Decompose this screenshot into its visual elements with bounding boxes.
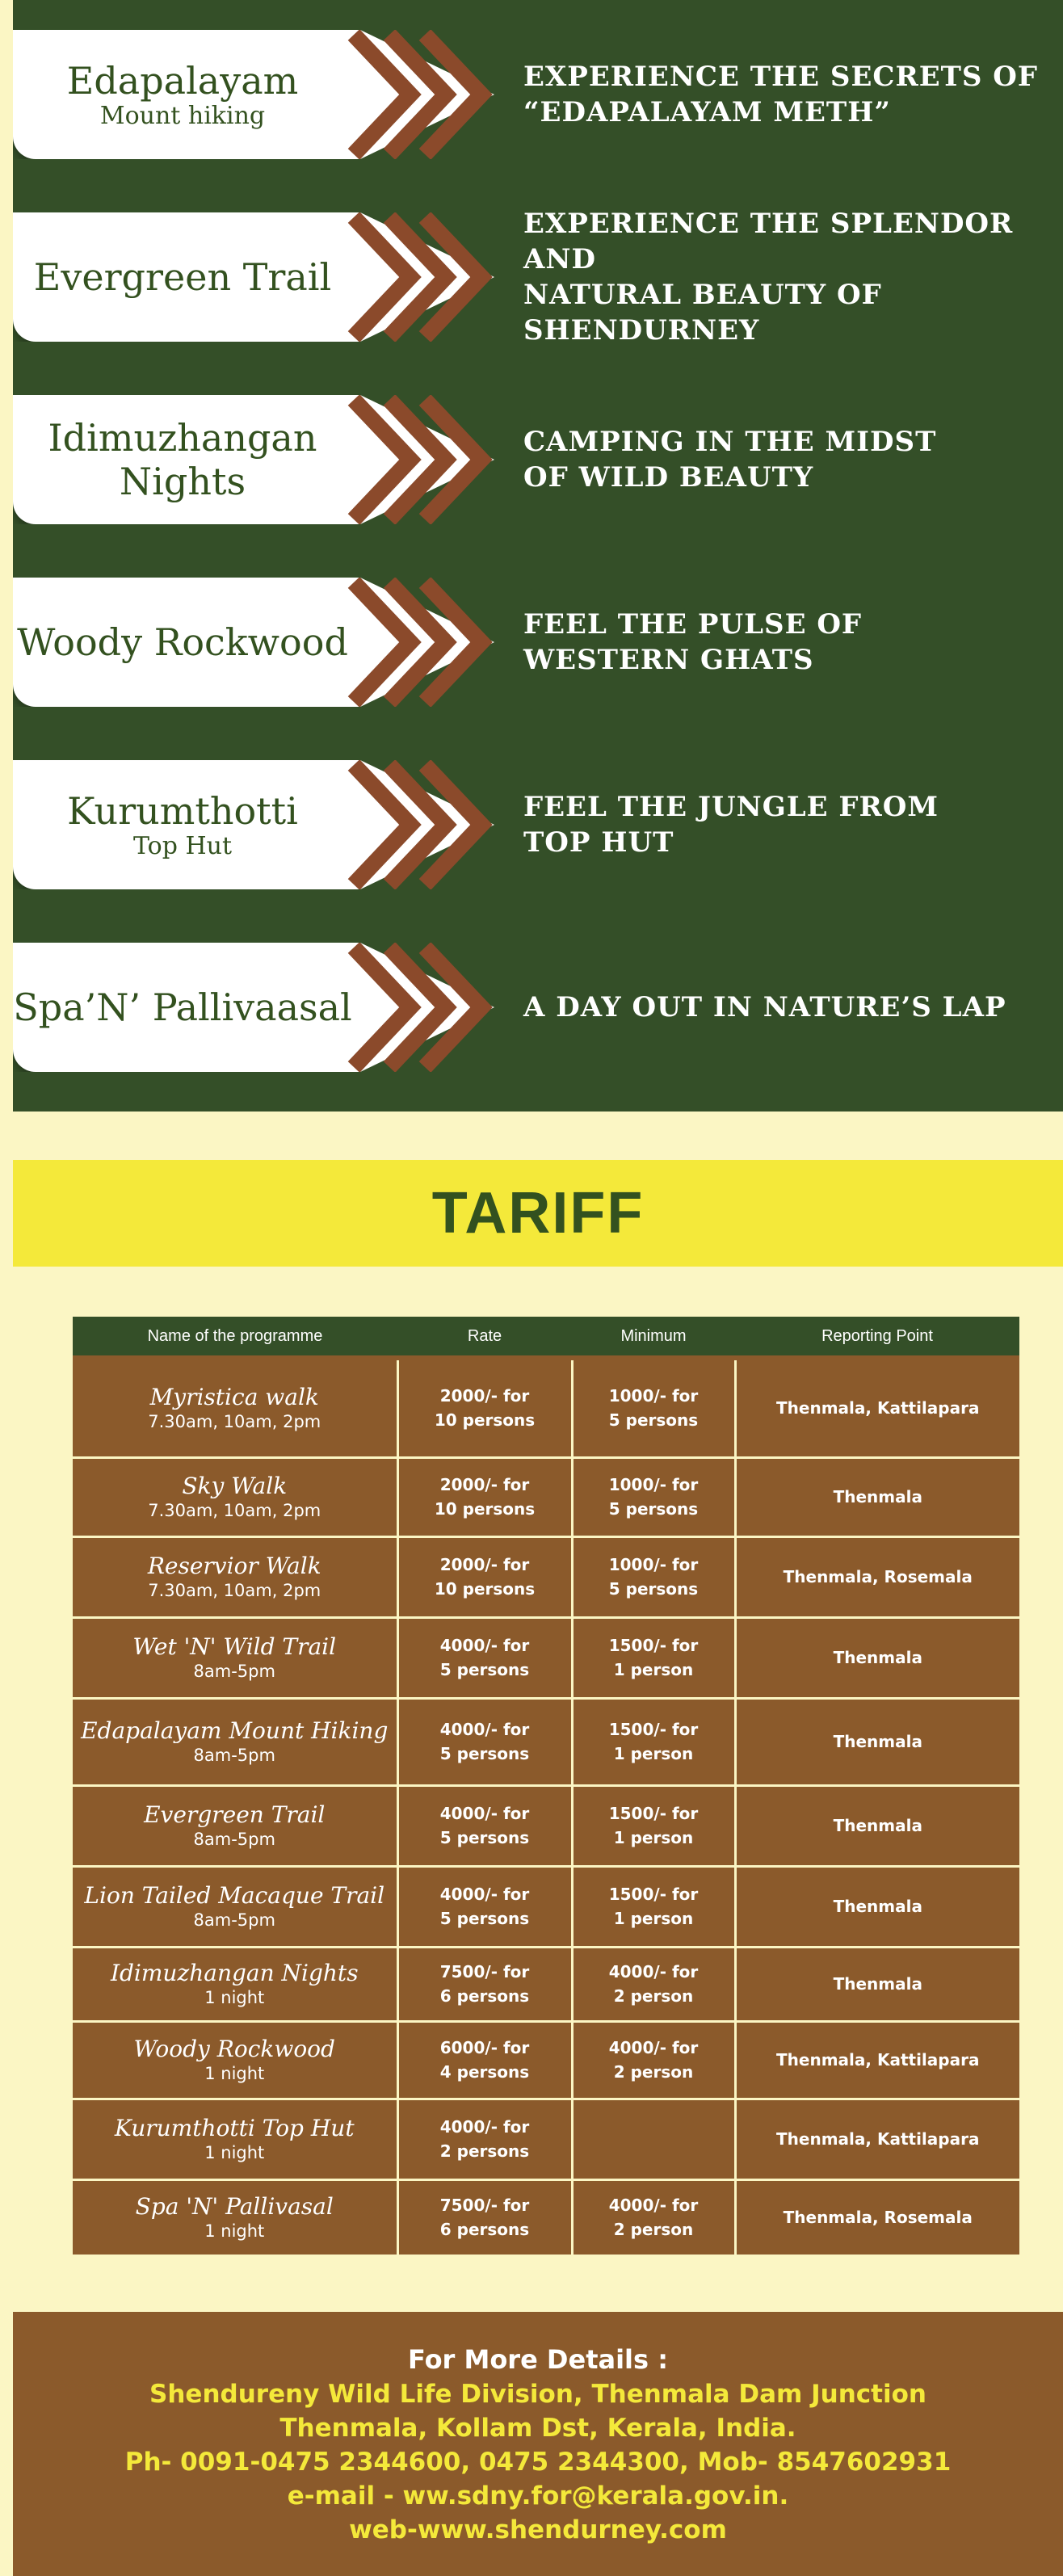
cell-programme (73, 1866, 397, 1947)
programme-name: Woody Rockwood (17, 620, 348, 664)
programme-description: FEEL THE JUNGLE FROM TOP HUT (523, 791, 939, 859)
header-programme: Name of the programme (73, 1317, 397, 1355)
programme-name: Spa 'N' Pallivasal (135, 2193, 334, 2220)
programme-item-edapalayam (13, 0, 1063, 153)
programme-name: Idimuzhangan Nights (110, 1960, 359, 1986)
cell-reporting-point: Thenmala, Kattilapara (735, 1360, 1019, 1457)
footer-phone-line: Ph- 0091-0475 2344600, 0475 2344300, Mob- 8547602931 (124, 2447, 952, 2477)
header-minimum: Minimum (572, 1317, 735, 1355)
footer-email-line: e-mail - ww.sdny.for@kerala.gov.in. (287, 2481, 789, 2511)
footer-heading: For More Details : (408, 2343, 668, 2375)
programme-description: A DAY OUT IN NATURE’S LAP (523, 991, 1006, 1023)
cell-reporting-point: Thenmala, Kattilapara (735, 2021, 1019, 2099)
programme-title (13, 578, 352, 707)
programme-name: Edapalayam (66, 59, 299, 103)
programme-timing: 1 night (204, 2143, 265, 2162)
cell-rate: 4000/- for 5 persons (397, 1617, 572, 1698)
programme-title (13, 30, 352, 159)
programme-name: Woody Rockwood (133, 2036, 335, 2062)
cell-minimum: 1500/- for 1 person (572, 1866, 735, 1947)
table-row (73, 2099, 1019, 2179)
cell-programme (73, 2179, 397, 2255)
programme-name: Myristica walk (149, 1384, 319, 1411)
cell-rate: 2000/- for 10 persons (397, 1536, 572, 1617)
programme-item-woody-rockwood (13, 548, 1063, 701)
tariff-header-row (73, 1317, 1019, 1355)
chevron-arrows-icon (336, 578, 514, 707)
cell-rate: 7500/- for 6 persons (397, 1947, 572, 2021)
contact-footer (13, 2312, 1063, 2576)
table-row (73, 1617, 1019, 1698)
programme-description: EXPERIENCE THE SECRETS OF “EDAPALAYAM METH” (523, 61, 1039, 128)
programme-item-spa-n-pallivaasal (13, 913, 1063, 1066)
programmes-section (13, 0, 1063, 1112)
programme-title (13, 395, 352, 524)
table-row (73, 1536, 1019, 1617)
programme-item-idimuzhangan-nights (13, 365, 1063, 519)
programme-item-evergreen-trail (13, 183, 1063, 347)
chevron-arrows-icon (336, 943, 514, 1072)
table-row (73, 1785, 1019, 1866)
programme-timing: 1 night (204, 2064, 265, 2083)
cell-minimum: 1500/- for 1 person (572, 1698, 735, 1785)
tariff-table (73, 1317, 1019, 2257)
programme-timing: 1 night (204, 1988, 265, 2007)
programme-name: Idimuzhangan (48, 416, 317, 460)
cell-minimum (572, 2099, 735, 2179)
chevron-arrows-icon (336, 760, 514, 889)
cell-reporting-point: Thenmala, Kattilapara (735, 2099, 1019, 2179)
tariff-title: TARIFF (431, 1181, 645, 1246)
cell-reporting-point: Thenmala (735, 1617, 1019, 1698)
cell-programme (73, 2099, 397, 2179)
table-row (73, 1360, 1019, 1457)
cell-reporting-point: Thenmala (735, 1457, 1019, 1536)
programme-title (13, 943, 352, 1072)
table-row (73, 1698, 1019, 1785)
header-rate: Rate (397, 1317, 572, 1355)
programme-timing: 7.30am, 10am, 2pm (148, 1501, 321, 1520)
programme-description: CAMPING IN THE MIDST OF WILD BEAUTY (523, 426, 937, 494)
chevron-arrows-icon (336, 395, 514, 524)
programme-name: Kurumthotti (67, 789, 298, 833)
cell-reporting-point: Thenmala (735, 1866, 1019, 1947)
programme-timing: 8am-5pm (193, 1910, 275, 1930)
table-row (73, 2179, 1019, 2255)
cell-minimum: 1000/- for 5 persons (572, 1536, 735, 1617)
programme-description: EXPERIENCE THE SPLENDOR AND NATURAL BEAUTY OF SHENDURNEY (523, 208, 1014, 347)
header-reporting-point: Reporting Point (735, 1317, 1019, 1355)
cell-programme (73, 1617, 397, 1698)
programme-timing: 1 night (204, 2221, 265, 2241)
programme-timing: 7.30am, 10am, 2pm (148, 1581, 321, 1600)
cell-minimum: 1500/- for 1 person (572, 1617, 735, 1698)
cell-minimum: 1500/- for 1 person (572, 1785, 735, 1866)
cell-rate: 6000/- for 4 persons (397, 2021, 572, 2099)
cell-reporting-point: Thenmala (735, 1698, 1019, 1785)
table-row (73, 1457, 1019, 1536)
programme-timing: 8am-5pm (193, 1746, 275, 1765)
cell-minimum: 4000/- for 2 person (572, 1947, 735, 2021)
programme-subtitle: Nights (119, 460, 246, 503)
cell-programme (73, 1785, 397, 1866)
table-row (73, 1866, 1019, 1947)
table-row (73, 1947, 1019, 2021)
programme-subtitle: Top Hut (132, 832, 233, 860)
chevron-arrows-icon (336, 212, 514, 342)
cell-rate: 4000/- for 5 persons (397, 1698, 572, 1785)
cell-programme (73, 1360, 397, 1457)
cell-minimum: 4000/- for 2 person (572, 2179, 735, 2255)
cell-reporting-point: Thenmala (735, 1947, 1019, 2021)
cell-minimum: 1000/- for 5 persons (572, 1457, 735, 1536)
programme-name: Wet 'N' Wild Trail (132, 1633, 337, 1660)
cell-minimum: 1000/- for 5 persons (572, 1360, 735, 1457)
programme-description: FEEL THE PULSE OF WESTERN GHATS (523, 608, 863, 676)
programme-name: Edapalayam Mount Hiking (81, 1717, 389, 1744)
cell-rate: 4000/- for 5 persons (397, 1866, 572, 1947)
programme-item-kurumthotti-top-hut (13, 730, 1063, 884)
programme-name: Evergreen Trail (33, 255, 332, 299)
programme-name: Sky Walk (182, 1473, 288, 1499)
programme-timing: 7.30am, 10am, 2pm (148, 1412, 321, 1432)
cell-reporting-point: Thenmala, Rosemala (735, 1536, 1019, 1617)
footer-web-line: web-www.shendurney.com (349, 2515, 727, 2544)
programme-title (13, 760, 352, 889)
footer-location-line: Thenmala, Kollam Dst, Kerala, India. (279, 2413, 796, 2443)
cell-rate: 7500/- for 6 persons (397, 2179, 572, 2255)
tariff-heading-bar (13, 1160, 1063, 1267)
footer-address-line: Shendureny Wild Life Division, Thenmala Dam Junction (149, 2379, 926, 2409)
cell-rate: 2000/- for 10 persons (397, 1360, 572, 1457)
programme-name: Lion Tailed Macaque Trail (84, 1882, 385, 1909)
programme-subtitle: Mount hiking (99, 102, 266, 130)
cell-reporting-point: Thenmala, Rosemala (735, 2179, 1019, 2255)
cell-reporting-point: Thenmala (735, 1785, 1019, 1866)
cell-programme (73, 2021, 397, 2099)
chevron-arrows-icon (336, 30, 514, 159)
programme-timing: 8am-5pm (193, 1662, 275, 1681)
tariff-body (73, 1355, 1019, 2255)
programme-name: Kurumthotti Top Hut (114, 2115, 355, 2141)
cell-rate: 4000/- for 5 persons (397, 1785, 572, 1866)
programme-name: Reservior Walk (147, 1553, 321, 1579)
programme-name: Spa’N’ Pallivaasal (13, 985, 352, 1029)
cell-programme (73, 1698, 397, 1785)
cell-programme (73, 1457, 397, 1536)
cell-programme (73, 1536, 397, 1617)
programme-timing: 8am-5pm (193, 1830, 275, 1849)
table-row (73, 2021, 1019, 2099)
cell-programme (73, 1947, 397, 2021)
cell-rate: 2000/- for 10 persons (397, 1457, 572, 1536)
cell-rate: 4000/- for 2 persons (397, 2099, 572, 2179)
cell-minimum: 4000/- for 2 person (572, 2021, 735, 2099)
programme-title (13, 212, 352, 342)
programme-name: Evergreen Trail (144, 1801, 326, 1828)
